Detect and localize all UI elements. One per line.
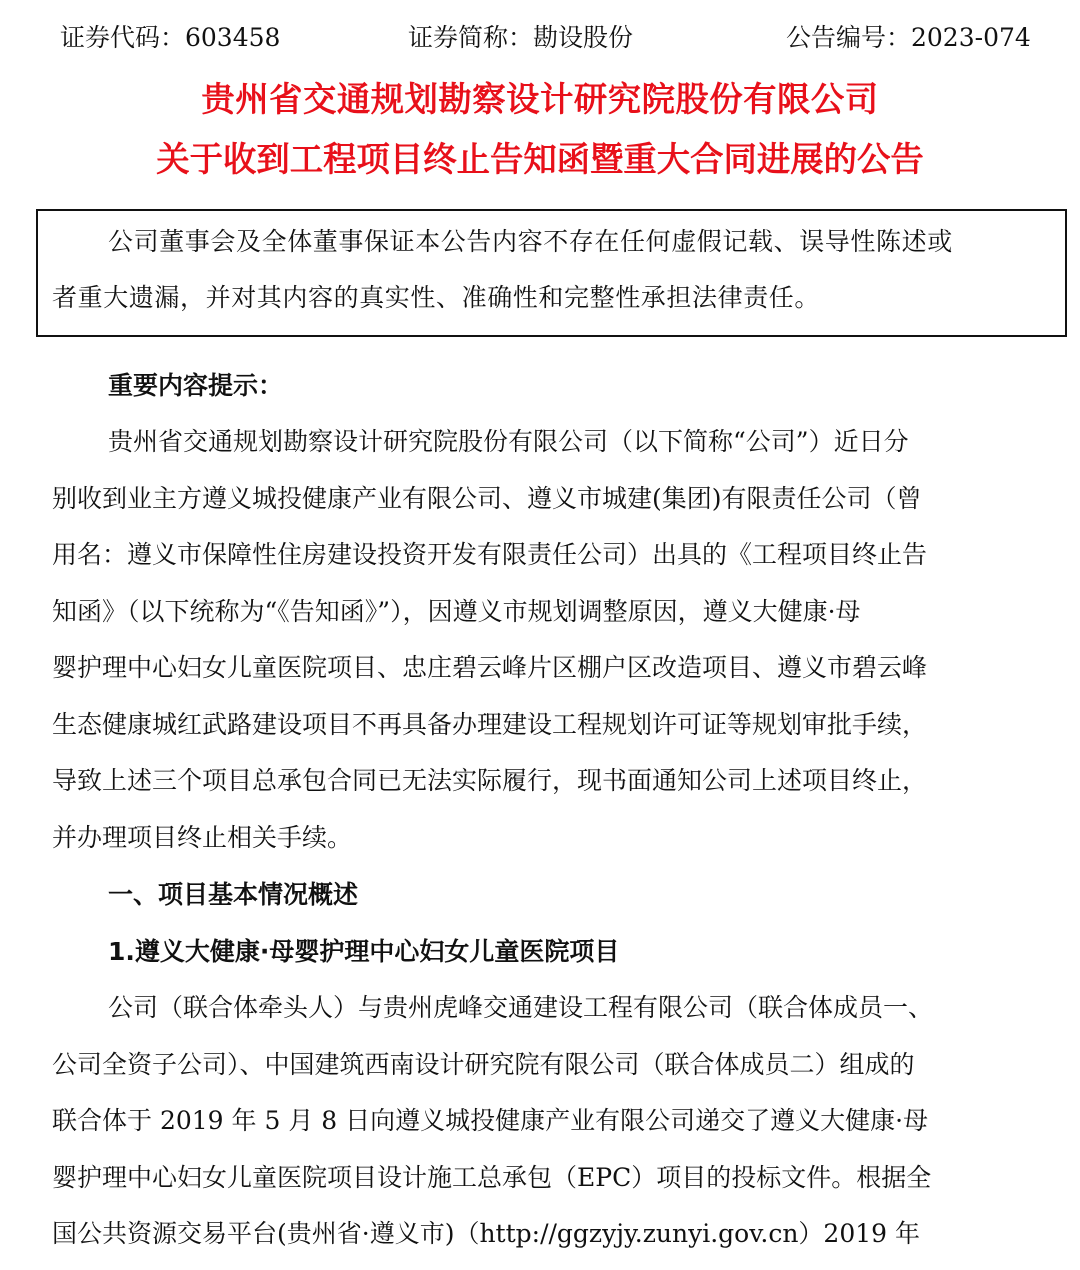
paragraph-line: 并办理项目终止相关手续。 xyxy=(52,823,353,852)
company-title: 贵州省交通规划勘察设计研究院股份有限公司 xyxy=(201,80,879,120)
paragraph-line: 国公共资源交易平台(贵州省·遵义市)（http://ggzyjy.zunyi.gov.cn）2019 年 xyxy=(52,1219,920,1248)
key-points-heading: 重要内容提示： xyxy=(108,371,284,400)
paragraph-line: 婴护理中心妇女儿童医院项目、忠庄碧云峰片区棚户区改造项目、遵义市碧云峰 xyxy=(52,653,928,682)
paragraph-line: 用名：遵义市保障性住房建设投资开发有限责任公司）出具的《工程项目终止告 xyxy=(52,540,928,569)
announcement-header xyxy=(0,18,1080,58)
paragraph-line: 导致上述三个项目总承包合同已无法实际履行，现书面通知公司上述项目终止， xyxy=(52,766,928,795)
announcement-number: 公告编号：2023-074 xyxy=(786,23,1031,52)
paragraph-line: 婴护理中心妇女儿童医院项目设计施工总承包（EPC）项目的投标文件。根据全 xyxy=(52,1163,932,1192)
section-heading: 一、项目基本情况概述 xyxy=(108,880,359,909)
disclaimer-line: 者重大遗漏，并对其内容的真实性、准确性和完整性承担法律责任。 xyxy=(52,283,821,312)
announcement-title: 关于收到工程项目终止告知函暨重大合同进展的公告 xyxy=(156,140,924,180)
paragraph-line: 公司全资子公司）、中国建筑西南设计研究院有限公司（联合体成员二）组成的 xyxy=(52,1050,915,1079)
paragraph-line: 贵州省交通规划勘察设计研究院股份有限公司（以下简称“公司”）近日分 xyxy=(108,427,909,456)
paragraph-line: 知函》（以下统称为“《告知函》”），因遵义市规划调整原因，遵义大健康·母 xyxy=(52,597,861,626)
subsection-heading: 1.遵义大健康·母婴护理中心妇女儿童医院项目 xyxy=(108,937,620,966)
paragraph-line: 生态健康城红武路建设项目不再具备办理建设工程规划许可证等规划审批手续， xyxy=(52,710,928,739)
disclaimer-line: 公司董事会及全体董事保证本公告内容不存在任何虚假记载、误导性陈述或 xyxy=(108,227,953,256)
security-code: 证券代码：603458 xyxy=(60,23,281,52)
paragraph-line: 联合体于 2019 年 5 月 8 日向遵义城投健康产业有限公司递交了遵义大健康·母 xyxy=(52,1106,929,1135)
security-abbreviation: 证券简称：勘设股份 xyxy=(408,23,634,52)
paragraph-line: 别收到业主方遵义城投健康产业有限公司、遵义市城建(集团)有限责任公司（曾 xyxy=(52,484,922,513)
paragraph-line: 公司（联合体牵头人）与贵州虎峰交通建设工程有限公司（联合体成员一、 xyxy=(108,993,934,1022)
